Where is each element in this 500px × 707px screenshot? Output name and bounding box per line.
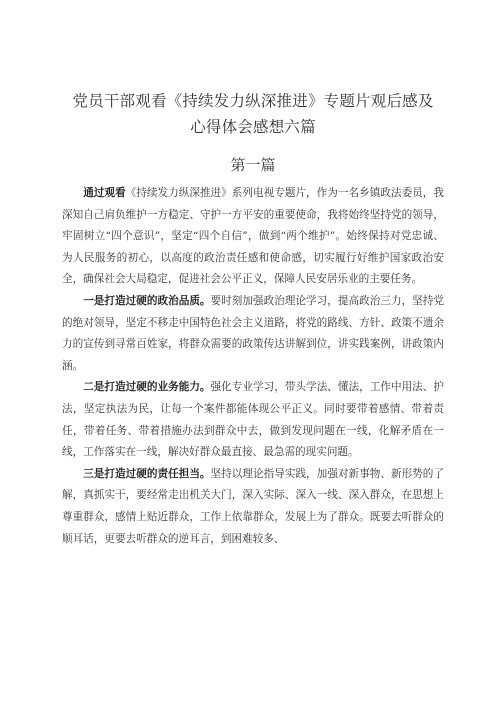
paragraph-1: [62, 183, 444, 291]
paragraph-lead: 三是打造过硬的责任担当。: [83, 467, 211, 480]
document-title: [52, 88, 454, 140]
paragraph-lead: 一是打造过硬的政治品质。: [83, 294, 211, 307]
title-line-1: 党员干部观看《持续发力纵深推进》专题片观后感及: [72, 92, 434, 110]
paragraph-text: 《持续发力纵深推进》系列电视专题片，作为一名乡镇政法委员，我深知自己肩负维护一方稳定、守护一方平安的重要使命，我将始终坚持党的领导，牢固树立“四个意识”，坚定“四个自信”，做到“两个维护”。始终保持对党忠诚、为人民服务的初心，以高度的政治责任感和使命感，切实履行好维护国家政治安全，确保社会大局稳定，促进社会公平正义，保障人民安居乐业的主要任务。: [62, 187, 444, 286]
paragraph-2: [62, 291, 444, 377]
title-line-2: 心得体会感想六篇: [190, 118, 316, 136]
paragraph-lead: 二是打造过硬的业务能力。: [83, 381, 211, 394]
paragraph-lead: 通过观看: [83, 187, 126, 199]
paragraph-4: [62, 464, 444, 550]
section-heading: 第一篇: [230, 156, 276, 174]
paragraph-text: 坚持以理论指导实践，加强对新事物、新形势的了解，真抓实干，要经常走出机关大门，深入实际、深入一线、深入群众，在思想上尊重群众，感情上贴近群众，工作上依靠群众，发展上为了群众。既要去听群众的顺耳话，更要去听群众的逆耳言，到困难较多、: [62, 467, 445, 545]
paragraph-3: [62, 377, 444, 463]
paragraph-text: 要时刻加强政治理论学习，提高政治三力，坚持党的绝对领导，坚定不移走中国特色社会主义道路，将党的路线、方针、政策不遗余力的宣传到寻常百姓家，将群众需要的政策传达讲解到位，讲实践案例，讲政策内涵。: [62, 294, 445, 372]
paragraph-text: 强化专业学习，带头学法、懂法，工作中用法、护法，坚定执法为民，让每一个案件都能体现公平正义。同时要带着感情、带着责任，带着任务、带着措施办法到群众中去，做到发现问题在一线，化解矛盾在一线，工作落实在一线，解决好群众最直接、最急需的现实问题。: [62, 381, 445, 459]
